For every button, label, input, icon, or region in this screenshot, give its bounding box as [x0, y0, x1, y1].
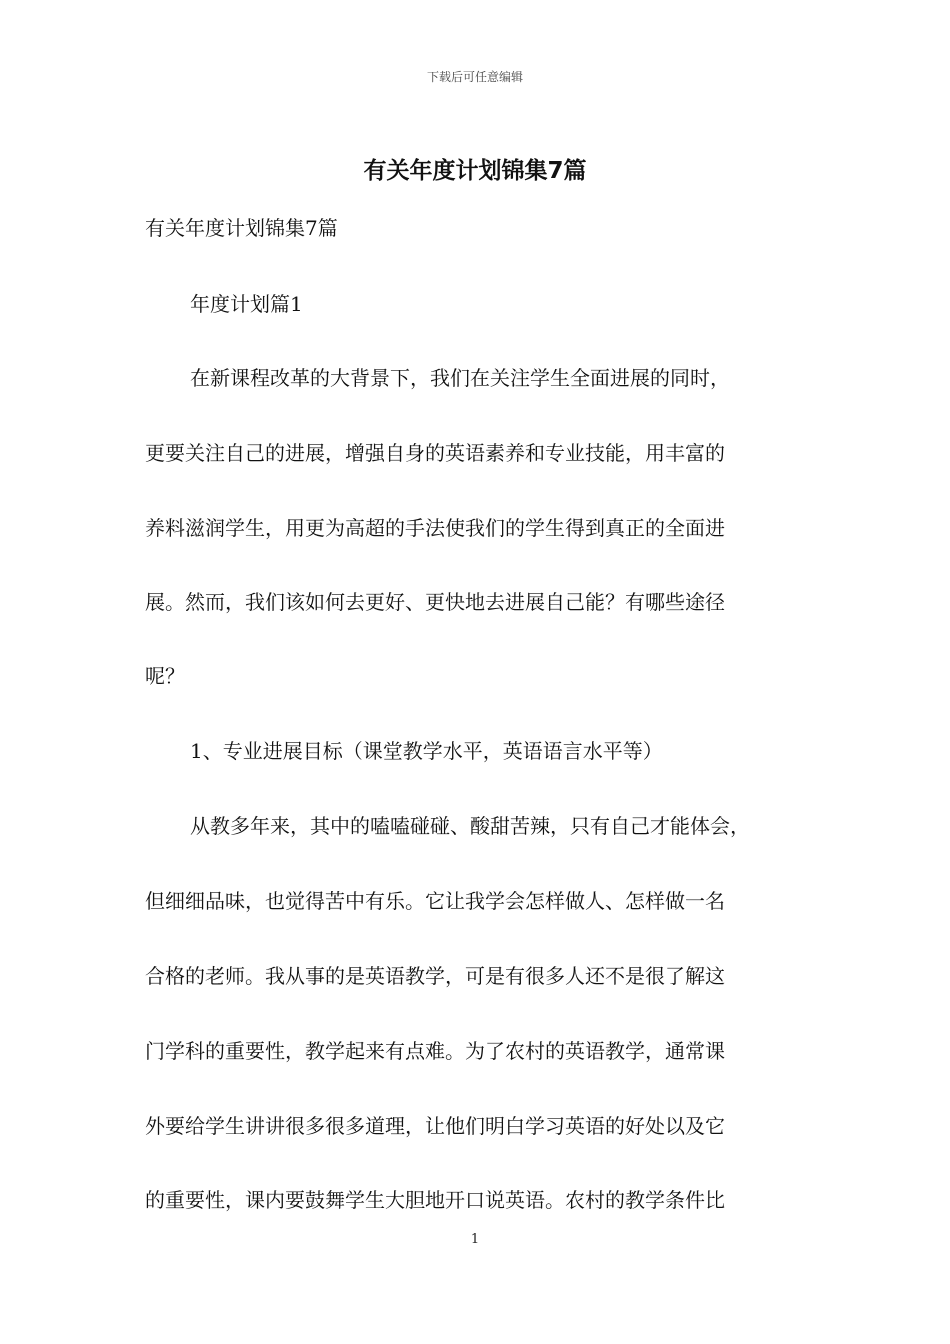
paragraph-line: 门学科的重要性，教学起来有点难。为了农村的英语教学，通常课	[145, 1039, 725, 1063]
header-note: 下载后可任意编辑	[426, 70, 523, 84]
paragraph-line: 从教多年来，其中的嗑嗑碰碰、酸甜苦辣，只有自己才能体会，	[190, 814, 750, 838]
paragraph-line: 合格的老师。我从事的是英语教学，可是有很多人还不是很了解这	[145, 964, 725, 988]
paragraph-line: 更要关注自己的进展，增强自身的英语素养和专业技能，用丰富的	[145, 441, 725, 465]
item-heading: 1、专业进展目标（课堂教学水平，英语语言水平等）	[190, 739, 663, 763]
paragraph-line: 展。然而，我们该如何去更好、更快地去进展自己能？有哪些途径	[145, 590, 725, 614]
paragraph-line: 外要给学生讲讲很多很多道理，让他们明白学习英语的好处以及它	[145, 1114, 725, 1138]
document-title: 有关年度计划锦集7篇	[363, 158, 587, 184]
subtitle-line: 有关年度计划锦集7篇	[145, 216, 338, 240]
paragraph-line: 养料滋润学生，用更为高超的手法使我们的学生得到真正的全面进	[145, 516, 725, 540]
paragraph-line: 呢？	[145, 664, 185, 688]
paragraph-line: 的重要性，课内要鼓舞学生大胆地开口说英语。农村的教学条件比	[145, 1188, 725, 1212]
section-heading: 年度计划篇1	[190, 292, 303, 316]
paragraph-line: 但细细品味，也觉得苦中有乐。它让我学会怎样做人、怎样做一名	[145, 889, 725, 913]
paragraph-line: 在新课程改革的大背景下，我们在关注学生全面进展的同时，	[190, 366, 730, 390]
page-number: 1	[470, 1232, 480, 1247]
